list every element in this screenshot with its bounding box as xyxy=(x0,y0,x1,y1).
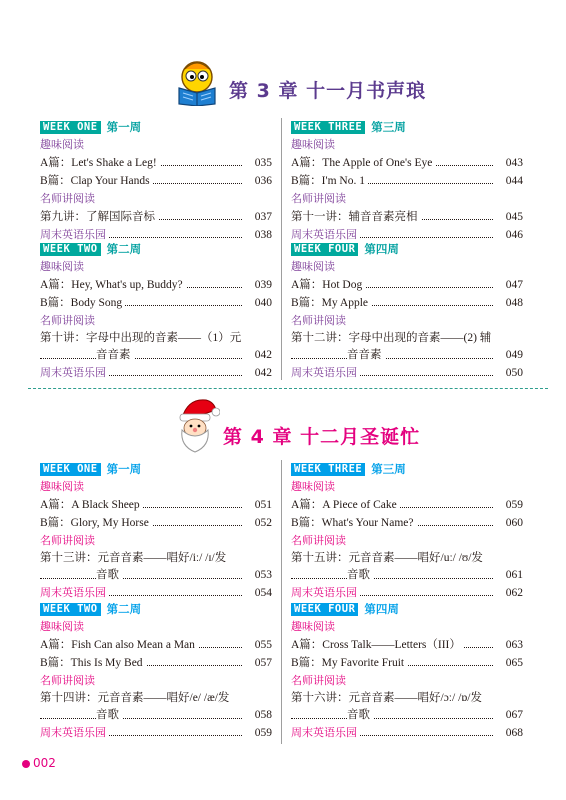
week-label: 第一周 xyxy=(106,462,142,477)
leader-dots xyxy=(40,718,242,719)
week-label: 第四周 xyxy=(364,242,399,257)
week-heading xyxy=(40,240,272,256)
entry-title: 周末英语乐园 xyxy=(40,726,109,739)
week-label: 第三周 xyxy=(371,462,406,477)
toc-entry-a[interactable] xyxy=(40,276,272,294)
teacher-reading-label: 名师讲阅读 xyxy=(40,534,95,547)
week-label: 第四周 xyxy=(364,602,399,617)
entry-title: B篇：My Favorite Fruit xyxy=(291,657,407,669)
entry-title-line1: 第十二讲：字母中出现的音素——(2) 辅 xyxy=(291,332,492,344)
page-number: 063 xyxy=(503,636,523,654)
page-number: 054 xyxy=(252,584,272,602)
toc-entry-a[interactable] xyxy=(40,496,272,514)
week-badge: WEEK THREE xyxy=(291,121,365,134)
week-badge: WEEK TWO xyxy=(40,603,101,616)
entry-title: B篇：I'm No. 1 xyxy=(291,175,368,187)
toc-entry-lecture[interactable] xyxy=(40,330,272,364)
entry-title: B篇：Glory, My Horse xyxy=(40,517,152,529)
chapter-separator xyxy=(28,388,548,389)
teacher-reading-label: 名师讲阅读 xyxy=(291,674,346,687)
fun-reading-label: 趣味阅读 xyxy=(291,138,335,151)
teacher-reading-label: 名师讲阅读 xyxy=(40,314,95,327)
entry-title: 周末英语乐园 xyxy=(291,726,360,739)
leader-dots xyxy=(291,718,493,719)
entry-title: A篇：A Piece of Cake xyxy=(291,499,400,511)
entry-title-line2: 音歌 xyxy=(96,707,122,724)
week-label: 第二周 xyxy=(106,242,142,257)
teacher-reading-label: 名师讲阅读 xyxy=(40,192,95,205)
entry-title: A篇：The Apple of One's Eye xyxy=(291,157,435,169)
page-number: 036 xyxy=(252,172,272,190)
page-number: 043 xyxy=(503,154,523,172)
chapter-3-title: 第 3 章 十一月书声琅 xyxy=(229,80,427,102)
entry-title-line1: 第十讲：字母中出现的音素——（1）元 xyxy=(40,332,242,344)
week-heading xyxy=(291,240,523,256)
page-number: 050 xyxy=(503,364,523,382)
toc-entry-lecture[interactable] xyxy=(291,550,523,584)
entry-title: A篇：Let's Shake a Leg! xyxy=(40,157,160,169)
entry-title: B篇：My Apple xyxy=(291,297,371,309)
week-badge: WEEK FOUR xyxy=(291,603,358,616)
page-number: 052 xyxy=(252,514,272,532)
toc-entry-lecture[interactable] xyxy=(291,330,523,364)
entry-title-line2: 音歌 xyxy=(347,707,373,724)
page-number: 035 xyxy=(252,154,272,172)
entry-title-line1: 第十三讲：元音音素——唱好/iː/ /ɪ/发 xyxy=(40,552,227,564)
week-badge: WEEK FOUR xyxy=(291,243,358,256)
entry-title-line2: 音歌 xyxy=(347,567,373,584)
entry-title: B篇：This Is My Bed xyxy=(40,657,146,669)
page-number: 057 xyxy=(252,654,272,672)
ch3-week-one xyxy=(40,118,272,244)
entry-title: A篇：Cross Talk——Letters（III） xyxy=(291,639,464,651)
column-divider xyxy=(281,118,282,380)
week-label: 第一周 xyxy=(106,120,142,135)
week-badge: WEEK ONE xyxy=(40,463,101,476)
teacher-reading-label: 名师讲阅读 xyxy=(291,534,346,547)
entry-title-line2: 音歌 xyxy=(96,567,122,584)
ch3-week-two xyxy=(40,240,272,382)
entry-title: A篇：Hey, What's up, Buddy? xyxy=(40,279,186,291)
reading-emoji-icon xyxy=(175,60,219,106)
entry-title: 周末英语乐园 xyxy=(40,366,109,379)
week-heading xyxy=(40,600,272,616)
ch4-week-one xyxy=(40,460,272,602)
entry-title: A篇：A Black Sheep xyxy=(40,499,143,511)
fun-reading-label: 趣味阅读 xyxy=(40,480,84,493)
leader-dots xyxy=(291,358,493,359)
chapter-4-header xyxy=(0,396,566,446)
leader-dots xyxy=(291,578,493,579)
page-number: 055 xyxy=(252,636,272,654)
toc-entry-weekend[interactable] xyxy=(291,364,523,382)
ch4-week-four xyxy=(291,600,523,742)
page-number: 059 xyxy=(503,496,523,514)
fun-reading-label: 趣味阅读 xyxy=(291,480,335,493)
fun-reading-label: 趣味阅读 xyxy=(291,620,335,633)
chapter-4-title: 第 4 章 十二月圣诞忙 xyxy=(223,426,421,448)
week-heading xyxy=(291,600,523,616)
week-label: 第三周 xyxy=(371,120,406,135)
entry-title-line1: 第十四讲：元音音素——唱好/e/ /æ/发 xyxy=(40,692,230,704)
page-number: 046 xyxy=(503,226,523,244)
toc-entry-lecture[interactable] xyxy=(40,208,272,226)
week-heading xyxy=(291,118,523,134)
teacher-reading-label: 名师讲阅读 xyxy=(40,674,95,687)
toc-entry-weekend[interactable] xyxy=(40,724,272,742)
toc-entry-lecture[interactable] xyxy=(40,550,272,584)
fun-reading-label: 趣味阅读 xyxy=(40,138,84,151)
teacher-reading-label: 名师讲阅读 xyxy=(291,192,346,205)
page-number: 062 xyxy=(503,584,523,602)
ch3-week-three xyxy=(291,118,523,244)
toc-entry-a[interactable] xyxy=(40,154,272,172)
page-number: 039 xyxy=(252,276,272,294)
week-badge: WEEK ONE xyxy=(40,121,101,134)
entry-title: A篇：Fish Can also Mean a Man xyxy=(40,639,198,651)
entry-title: 第十一讲：辅音音素亮相 xyxy=(291,211,421,223)
page-number: 051 xyxy=(252,496,272,514)
entry-title: B篇：Body Song xyxy=(40,297,125,309)
toc-entry-b[interactable] xyxy=(40,514,272,532)
page-number: 045 xyxy=(503,208,523,226)
page-number: 065 xyxy=(503,654,523,672)
page-number: 058 xyxy=(252,707,272,724)
fun-reading-label: 趣味阅读 xyxy=(40,620,84,633)
toc-entry-a[interactable] xyxy=(291,154,523,172)
toc-entry-b[interactable] xyxy=(291,514,523,532)
week-badge: WEEK THREE xyxy=(291,463,365,476)
ch4-week-three xyxy=(291,460,523,602)
page-number: 042 xyxy=(252,347,272,364)
entry-title: 周末英语乐园 xyxy=(40,586,109,599)
toc-entry-b[interactable] xyxy=(40,654,272,672)
page-number: 060 xyxy=(503,514,523,532)
toc-entry-lecture[interactable] xyxy=(291,690,523,724)
entry-title: 第九讲：了解国际音标 xyxy=(40,211,158,223)
chapter-3-header xyxy=(0,58,566,108)
week-heading xyxy=(40,118,272,134)
week-heading xyxy=(291,460,523,476)
week-label: 第二周 xyxy=(106,602,142,617)
footer-page-number: 002 xyxy=(33,756,56,770)
toc-entry-b[interactable] xyxy=(40,294,272,312)
entry-title: B篇：Clap Your Hands xyxy=(40,175,153,187)
page-number: 068 xyxy=(503,724,523,742)
toc-entry-b[interactable] xyxy=(40,172,272,190)
toc-entry-b[interactable] xyxy=(291,294,523,312)
week-heading xyxy=(40,460,272,476)
entry-title: 周末英语乐园 xyxy=(291,228,360,241)
page-number: 040 xyxy=(252,294,272,312)
toc-entry-a[interactable] xyxy=(291,636,523,654)
toc-entry-lecture[interactable] xyxy=(40,690,272,724)
toc-entry-a[interactable] xyxy=(40,636,272,654)
entry-title-line2: 音音素 xyxy=(347,347,385,364)
fun-reading-label: 趣味阅读 xyxy=(291,260,335,273)
ch4-week-two xyxy=(40,600,272,742)
toc-entry-a[interactable] xyxy=(291,276,523,294)
entry-title: A篇：Hot Dog xyxy=(291,279,365,291)
ch3-week-four xyxy=(291,240,523,382)
page-number: 067 xyxy=(503,707,523,724)
entry-title: 周末英语乐园 xyxy=(291,366,360,379)
toc-entry-weekend[interactable] xyxy=(40,364,272,382)
toc-entry-b[interactable] xyxy=(291,654,523,672)
entry-title: B篇：What's Your Name? xyxy=(291,517,417,529)
page-footer xyxy=(22,756,56,770)
toc-entry-lecture[interactable] xyxy=(291,208,523,226)
page-number: 053 xyxy=(252,567,272,584)
page-number: 049 xyxy=(503,347,523,364)
page-number: 047 xyxy=(503,276,523,294)
page-number: 038 xyxy=(252,226,272,244)
page-number: 044 xyxy=(503,172,523,190)
entry-title-line1: 第十六讲：元音音素——唱好/ɔː/ /ɒ/发 xyxy=(291,692,482,704)
bullet-dot-icon xyxy=(22,760,30,768)
santa-claus-icon xyxy=(174,396,220,454)
leader-dots xyxy=(40,358,242,359)
column-divider xyxy=(281,460,282,744)
teacher-reading-label: 名师讲阅读 xyxy=(291,314,346,327)
toc-entry-b[interactable] xyxy=(291,172,523,190)
toc-entry-weekend[interactable] xyxy=(291,724,523,742)
page-number: 042 xyxy=(252,364,272,382)
entry-title-line1: 第十五讲：元音音素——唱好/uː/ /ʊ/发 xyxy=(291,552,483,564)
leader-dots xyxy=(40,578,242,579)
entry-title: 周末英语乐园 xyxy=(40,228,109,241)
page-number: 061 xyxy=(503,567,523,584)
page-number: 048 xyxy=(503,294,523,312)
fun-reading-label: 趣味阅读 xyxy=(40,260,84,273)
entry-title: 周末英语乐园 xyxy=(291,586,360,599)
page-number: 037 xyxy=(252,208,272,226)
toc-entry-a[interactable] xyxy=(291,496,523,514)
entry-title-line2: 音音素 xyxy=(96,347,134,364)
page-number: 059 xyxy=(252,724,272,742)
week-badge: WEEK TWO xyxy=(40,243,101,256)
